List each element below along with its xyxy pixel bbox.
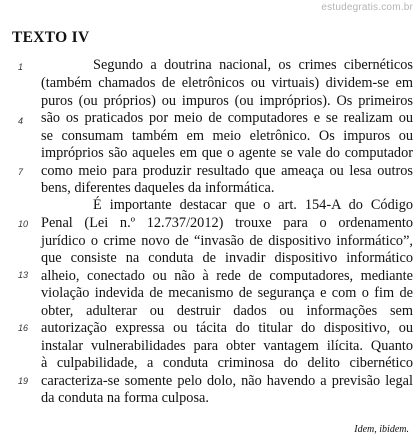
- text-line: que consiste na conduta de invadir dispositivo informático: [41, 250, 413, 266]
- text-line: impróprios são aqueles em que o agente se vale do computador: [41, 145, 413, 161]
- text-line: autorização expressa ou tácita do titular do dispositivo, ou: [41, 320, 413, 336]
- text-line: Penal (Lei n.º 12.737/2012) trouxe para o ordenamento: [41, 215, 413, 231]
- line-number: 16: [18, 323, 29, 333]
- text-line: alheio, conectado ou não à rede de computadores, mediante: [41, 268, 413, 284]
- text-line: puros (ou próprios) ou impuros (ou impróprios). Os primeiros: [41, 93, 413, 109]
- site-watermark: estudegratis.com.br: [321, 2, 413, 13]
- text-line: caracteriza-se somente pelo dolo, não havendo a previsão legal: [41, 373, 413, 389]
- line-number: 19: [18, 376, 29, 386]
- text-line: são os praticados por meio de computadores e se realizam ou: [41, 110, 413, 126]
- line-number: 1: [18, 62, 24, 72]
- text-line: da conduta na forma culposa.: [41, 390, 209, 406]
- line-number: 4: [18, 116, 24, 126]
- text-line: como meio para produzir resultado que ameaça ou lesa outros: [41, 163, 413, 179]
- text-line: instalar vulnerabilidades para obter vantagem ilícita. Quanto: [41, 338, 413, 354]
- line-number: 7: [18, 167, 24, 177]
- text-line: (também chamados de eletrônicos ou virtuais) dividem-se em: [41, 75, 413, 91]
- line-number: 13: [18, 270, 29, 280]
- line-number: 10: [18, 219, 29, 229]
- text-line: à culpabilidade, a conduta criminosa do delito cibernético: [41, 355, 413, 371]
- text-line: obter, adulterar ou destruir dados ou informações sem: [41, 303, 413, 319]
- text-line: jurídico o crime novo de “invasão de dispositivo informático”,: [41, 233, 413, 249]
- text-line: se consumam também em meio eletrônico. Os impuros ou: [41, 128, 413, 144]
- text-title: TEXTO IV: [12, 29, 90, 46]
- text-line: É importante destacar que o art. 154-A do Código: [93, 197, 413, 213]
- text-line: violação indevida de mecanismo de segurança e com o fim de: [41, 285, 413, 301]
- text-line: bens, diferentes daqueles da informática.: [41, 180, 275, 196]
- source-citation: Idem, ibidem.: [354, 424, 409, 435]
- text-line: Segundo a doutrina nacional, os crimes cibernéticos: [93, 57, 413, 73]
